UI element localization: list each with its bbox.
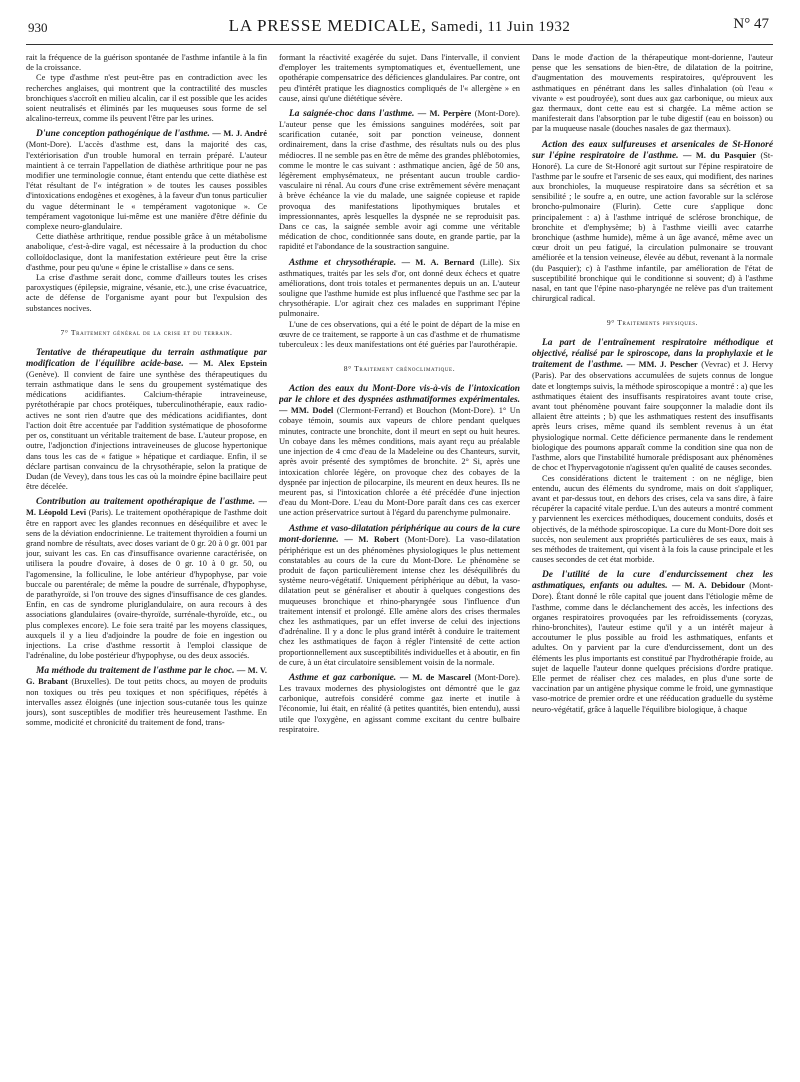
abstract-affiliation: (Mont-Dore). — [404, 534, 451, 544]
abstract-text — [279, 109, 520, 253]
abstract-body: Étant donné le rôle capital que jouent dans l'étiologie même de l'asthme, comme dans le déclanchement des accès, les infections des organes respiratoires provoquées par les refroidissements (coryzas, rhino-bronchites), l'auteur estime qu'il y a un intérêt majeur à accoutumer le plus possible au froid les asthmatiques, enfants et adultes. On y parvient par la cure d'endurcissement, dont un des éléments les plus importants est constitué par l'hydrothérapie froide, au sujet de laquelle l'auteur donne quelques précisions d'ordre pratique. Elle permet de réaliser chez ces malades, en plus d'une sorte de vaccination par un antigène physique comme le froid, une gymnastique vaso-motrice de premier ordre et une rééducation graduelle du système neuro-végétatif, grâce à laquelle l'équilibre biologique, à chaque — [532, 592, 773, 714]
abstract-title: De l'utilité de la cure d'endurcissement chez les asthmatiques, enfants ou adultes. — [532, 570, 773, 592]
abstract-author: — M. A. Debidour — [671, 581, 745, 591]
abstract-text — [26, 497, 267, 661]
abstract-title: Asthme et vaso-dilatation périphérique au cours de la cure mont-dorienne. — [279, 523, 520, 545]
paragraph: formant la réactivité exagérée du sujet. Dans l'intervalle, il convient d'employer les traitements symptomatiques et, éventuellement, une opothérapie compensatrice des déficiences glandulaires. Par contre, ont peu d'intérêt pratique les diagnostics compliqués de l'« allergène » en cause, ainsi qu'une diététique sévère. — [279, 53, 520, 103]
abstract-affiliation: (Mont-Dore). — [532, 581, 773, 602]
abstract-entry — [532, 338, 773, 473]
abstract-body: L'auteur pense que les émissions sanguines modérées, soit par scarification cutanée, soit par ponction veineuse, donnent ordinairement, dans la crise d'asthme, des résultats nuls ou des plus médiocres. Il ne semble pas en être de même des grandes phlébotomies, comme le montre le cas suivant : asthmatique ancien, âgé de 50 ans, légèrement emphysémateux, ne présentant aucun trouble cardio-vasculaire ni rénal. Au cours d'une crise extrêmement sévère menaçant à brève échéance la vie du malade, une saignée copieuse et rapide provoqua des manifestations lipothymiques brutales et impressionnantes, après lesquelles la dyspnée ne se reproduisit pas. Dans ce cas, la saignée semble avoir agi comme une véritable médication de choc, conditionnée sans doute, en grande partie, par la rapidité et l'abondance de la soustraction sanguine. — [279, 120, 520, 252]
page-header — [26, 0, 773, 45]
abstract-affiliation: (Mont-Dore). — [474, 672, 520, 682]
abstract-body: De tout petits chocs, au moyen de produits non toxiques ou très peu toxiques et non spécifiques, répétés à intervalles assez éloignés (une injection sous-cutanée tous les quinze jours), sont susceptibles de modifier très heureusement l'asthme. En somme, modicité et chronicité du traitement de fond, trans- — [26, 677, 267, 728]
abstract-text — [532, 570, 773, 714]
abstract-text — [26, 129, 267, 232]
abstract-affiliation: (Bruxelles). — [71, 677, 112, 687]
abstract-text — [279, 258, 520, 320]
page-number: 930 — [28, 20, 48, 35]
abstract-entry — [26, 129, 267, 232]
abstract-entry — [279, 673, 520, 735]
abstract-affiliation: (Genève). — [26, 369, 60, 379]
abstract-entry — [26, 666, 267, 728]
paragraph: L'une de ces observations, qui a été le point de départ de la mise en œuvre de ce traitement, se rapporte à un cas d'asthme et de rhumatisme tuberculeux : les deux manifestations ont été guéries par l'aurothérapie. — [279, 319, 520, 350]
abstract-body: 1° Un cobaye témoin, soumis aux vapeurs de chlore pendant quelques minutes, contracte une bronchite, dont il meurt en sept ou huit heures. Un cobaye dans les mêmes conditions, mais ayant reçu au préalable une injection de 4 cmc d'eau de la Madeleine ou des Chanteurs, survit, après avoir présenté des symptômes de bronchite. 2° Si, après une intoxication chlorée légère, on provoque chez des cobayes de la dyspnée par injection de pilocarpine, ils meurent en deux heures. Ils ne meurent pas, si l'intoxication chlorée a été précédée d'une injection d'eau du Mont-Dore. L'eau du Mont-Dore paraît dans ces cas exercer une action préservatrice surtout à l'égard du parenchyme pulmonaire. — [279, 406, 520, 518]
abstract-title: Asthme et gaz carbonique. — [289, 672, 397, 683]
abstract-entry — [26, 348, 267, 492]
abstract-body: Six asthmatiques, traités par les sels d'or, ont donné deux échecs et quatre améliorations, dont trois totales et permanentes depuis un an. L'auteur souligne que l'asthme humide est plus influencé que l'asthme sec par la chrysothérapie. L'or agirait chez ces malades en supprimant l'épine pulmonaire. — [279, 257, 520, 319]
abstract-text — [532, 338, 773, 473]
abstract-title: Ma méthode du traitement de l'asthme par le choc. — [36, 666, 235, 677]
abstract-affiliation: (Vevrac) et J. Hervy (Paris). — [532, 360, 773, 381]
paragraph: La crise d'asthme serait donc, comme d'ailleurs toutes les crises paroxystiques (épilepsie, migraine, vésanie, etc.), une crise évacuatrice, acte de défense de l'organisme ayant pour but l'expulsion des substances nocives. — [26, 273, 267, 313]
column-2 — [279, 53, 520, 735]
abstract-entry — [279, 258, 520, 320]
abstract-title: La saignée-choc dans l'asthme. — [289, 109, 415, 120]
abstract-entry — [532, 140, 773, 305]
abstract-text — [26, 666, 267, 728]
section-heading: 7° Traitement général de la crise et du terrain. — [60, 327, 233, 337]
abstract-author: — M. Robert — [344, 534, 400, 544]
abstract-text — [279, 524, 520, 668]
abstract-body: Par des observations accumulées de sujets connus de longue date et longtemps suivis, la méthode spiroscopique a montré : a) que les asthmatiques étaient des insuffisants respiratoires avant toute crise, avant tout phénomène pouvant faire soupçonner la maladie dont ils allaient être atteints ; b) que les asthmatiques restent des insuffisants après leurs crises, même quand ils semblent revenus à un état physiologique normal. Cette déficience permanente dans le rendement biologique des poumons apparaît comme la condition sine qua non de l'asthme, alors que l'instabilité humorale prédisposant aux phénomènes de choc et l'hypervagotonie n'agissent qu'en qualité de causes secondes. — [532, 371, 773, 473]
abstract-author: — M. J. André — [212, 129, 267, 139]
abstract-text — [26, 348, 267, 492]
abstract-author: — M. du Pasquier — [683, 150, 756, 160]
paragraph: Dans le mode d'action de la thérapeutique mont-dorienne, l'auteur pense que les sensations de bien-être, de dilatation de la poitrine, d'augmentation des mouvements respiratoires, qu'éprouvent les asthmatiques en pénétrant dans les salles d'inhalation (où l'eau « vivante » est poudroyée), sont dues aux gaz carbonique, ou mieux aux gaz thermaux, dont cette eau est si chargée. La même action se manifesterait dans l'absorption par le tube digestif (eau en boisson) ou par la muqueuse nasale (douches nasales de gaz thermaux). — [532, 53, 773, 134]
abstract-title: Action des eaux du Mont-Dore vis-à-vis de l'intoxication par le chlore et des dyspnées asthmatiformes expérimentales. — [279, 384, 520, 406]
abstract-body: Il convient de faire une synthèse des thérapeutiques du terrain asthmatique dans le sens du groupement systématique des médications acidifiantes. Calcium-thérapie intraveineuse, pyrétothérapie par chocs protéiques, tuberculinothérapie, eaux radio-actives ne sont rien d'autre que des médications acidifiantes, dont l'action doit être accentuée par l'addition systématique de phosoforme per os, constituant un véritable traitement de base. L'auteur propose, en outre, l'adjonction d'injections intraveineuses de glucose hypertonique dans tous les cas de « fatigue » hépatique et cardiaque. Enfin, il se déclare partisan convaincu de la chrysothérapie, selon la pratique de Dudan (de Vevey), dans tous les cas où la moindre épine bacillaire peut être décelée. — [26, 369, 267, 492]
section-heading: 8° Traitement crénoclimatique. — [343, 364, 456, 374]
abstract-title: La part de l'entraînement respiratoire méthodique et objectivé, réalisé par le spiroscope, dans la prophylaxie et le traitement de l'asthme. — [532, 338, 773, 371]
text-columns — [26, 53, 773, 735]
abstract-affiliation: (Lille). — [479, 257, 504, 267]
abstract-text — [279, 384, 520, 518]
column-1 — [26, 53, 267, 735]
issue-date: Samedi, 11 Juin 1932 — [430, 19, 571, 35]
abstract-entry — [279, 109, 520, 253]
abstract-author: — M. Alex Epstein — [189, 358, 267, 368]
abstract-body: Le traitement opothérapique de l'asthme doit être en rapport avec les glandes reconnues en déséquilibre et avec le sens de la déviation endocrinienne. Le traitement thyroïdien a fourni un grand nombre de résultats, avec doses variant de 0 gr. 20 à 0 gr. 001 par jour, suivant les cas. En cas d'insuffisance ovarienne caractérisée, on utilisera la poudre d'ovaire, à doses de 0 gr. 10 à 0 gr. 50, ou l'agomensine, la folliculine, le lobe antérieur d'hypophyse, par voie buccale ou parentérale; de même la poudre de surrénale, d'hypophyse, de parathyroïde, si l'on trouve des signes d'insuffisance de ces glandes. Enfin, en cas de syndrome pluriglandulaire, on aura recours à des associations glandulaires (ovaire-thyroïde, surrénale-thyroïde, etc., ou plus complexes encore). Le foie sera traité par les moyens classiques, auxquels il y a lieu d'adjoindre la poudre de foie en ingestion ou injections. La crise d'asthme ressortit à l'emploi classique de l'adrénaline, du lobe postérieur d'hypophyse, ou des deux associés. — [26, 508, 267, 661]
journal-name: LA PRESSE MEDICALE, — [228, 16, 427, 35]
abstract-entry — [532, 570, 773, 714]
abstract-affiliation: (Mont-Dore). — [26, 140, 72, 150]
abstract-entry — [26, 497, 267, 661]
abstract-body: L'accès d'asthme est, dans la majorité des cas, l'extériorisation d'un trouble humoral en terrain préparé. L'auteur maintient à ce terrain l'appellation de diathèse arthritique pour ne pas modifier une terminologie connue, étant entendu que cette diathèse est l'état résultant de l'« intégration » de toutes les causes possibles d'intoxications endogènes et exogènes, à la faveur d'un tonus particulier du vague déterminant le « tempérament vagotonique ». Ce tempérament vagotonique lui-même est une manière d'être définie du complexe neuro-glandulaire. — [26, 140, 267, 232]
abstract-author: — M. de Mascarel — [399, 672, 471, 682]
issue-number: N° 47 — [733, 16, 769, 32]
abstract-author: — MM. Dodel — [279, 406, 334, 416]
abstract-author: — MM. J. Pescher — [626, 360, 698, 370]
column-3 — [532, 53, 773, 735]
abstract-body: Les travaux modernes des physiologistes ont démontré que le gaz carbonique, autrefois considéré comme gaz inerte et inutile à l'économie, lui était, en réalité (à petites quantités, bien entendu), aussi utile que l'oxygène, en agissant comme excitant du centre bulbaire respiratoire. — [279, 683, 520, 734]
abstract-title: Tentative de thérapeutique du terrain asthmatique par modification de l'équilibre acide-base. — [26, 347, 267, 369]
masthead — [26, 16, 773, 36]
abstract-affiliation: (Mont-Dore). — [474, 109, 520, 119]
abstract-title: Action des eaux sulfureuses et arsenicales de St-Honoré sur l'épine respiratoire de l'asthme. — [532, 139, 773, 161]
paragraph: Cette diathèse arthritique, rendue possible grâce à un métabolisme anabolique, c'est-à-dire vagal, est nécessaire à la production du choc colloïdoclasique, dont la manifestation extérieure peut être la crise d'asthme, pour peu qu'une « épine le cristallise » dans ce sens. — [26, 232, 267, 272]
abstract-entry — [279, 524, 520, 668]
abstract-body: La vaso-dilatation périphérique est un des phénomènes physiologiques le plus nettement constatables au cours de la cure du Mont-Dore. Le phénomène se produit de façon particulièrement intense chez les déséquilibrés du système neuro-végétatif. Uniquement périphérique au début, la vaso-dilatation peut se généraliser et aboutir à quelques congestions des muqueuses bronchique et rhino-pharyngée sous l'influence d'un traitement intensif et prolongé. Elle amène alors des crises thermales chez les asthmatiques, par un effet inverse de celui des injections d'adrénaline. Il y a donc le plus grand intérêt à conduire le traitement chez les asthmatiques de façon à régler l'intensité de cette action proportionnellement aux susceptibilités individuelles et à aboutir, en fin de cure, à un état circulatoire sensiblement voisin de la normale. — [279, 534, 520, 667]
abstract-text — [532, 140, 773, 305]
paragraph: Ces considérations dictent le traitement : on ne néglige, bien entendu, aucun des éléments du syndrome, mais on doit s'appliquer, avant et par-dessus tout, en dehors des crises, cela va sans dire, à faire récupérer la capacité vitale perdue. L'un des auteurs a montré comment y parviennent les exercices méthodiques, doucement conduits, dosés et objectivés, de la méthode spiroscopique. La cure du Mont-Dore doit ses succès, non seulement aux propriétés particulières de ses eaux, mais à ses méthodes de traitement, qui visent à la fois la cause principale et les causes secondes de cet état morbide. — [532, 473, 773, 565]
abstract-title: Contribution au traitement opothérapique de l'asthme. — [36, 497, 255, 508]
abstract-author: — M. A. Bernard — [401, 257, 475, 267]
abstract-body: La cure de St-Honoré agit surtout sur l'épine respiratoire de l'asthme par le soufre et l'arsenic de ses eaux, qui modifient, des narines aux bronchioles, la muqueuse respiratoire dans sa sécrétion et sa sensibilité ; le soufre a, en outre, une action favorable sur la sclérose broncho-pulmonaire (Flurin). Cette cure s'applique donc principalement : a) à l'asthme intriqué de sclérose bronchique, de bronchite et d'emphysème; b) à l'asthme vieilli avec catarrhe bronchique (asthme humide), même à un âge avancé, même avec un cœur droit un peu fatigué, la circulation pulmonaire se trouvant améliorée et la tension veineuse, élevée au début, revenant à la normale (du Pasquier); c) à l'asthme infantile, par amélioration de l'état de susceptibilité bronchique qui le conditionne si souvent; d) à l'asthme nasal, en tant que l'épine naso-pharyngée ne relève pas d'un traitement chirurgical radical. — [532, 161, 773, 304]
abstract-entry — [279, 384, 520, 518]
abstract-author: — M. Léopold Levi — [26, 497, 267, 518]
abstract-affiliation: (Clermont-Ferrand) et Bouchon (Mont-Dore). — [336, 406, 496, 416]
abstract-author: — M. Perpère — [417, 109, 472, 119]
paragraph: rait la fréquence de la guérison spontanée de l'asthme infantile à la fin de la croissance. — [26, 53, 267, 73]
abstract-text — [279, 673, 520, 735]
paragraph: Ce type d'asthme n'est peut-être pas en contradiction avec les recherches anglaises, qui montrent que la contractilité des muscles bronchiques s'accroît en milieu alcalin, car il est possible que les acides soient neutralisés et éliminés par les muqueuses sous forme de sel alcalino-terreux, comme ils peuvent l'être par les urines. — [26, 73, 267, 124]
abstract-title: D'une conception pathogénique de l'asthme. — [36, 129, 210, 140]
abstract-affiliation: (St-Honoré). — [532, 150, 773, 171]
abstract-affiliation: (Paris). — [88, 508, 113, 518]
abstract-author: — M. V. G. Brabant — [26, 666, 267, 687]
abstract-title: Asthme et chrysothérapie. — [289, 257, 397, 268]
section-heading: 9° Traitements physiques. — [606, 318, 699, 328]
